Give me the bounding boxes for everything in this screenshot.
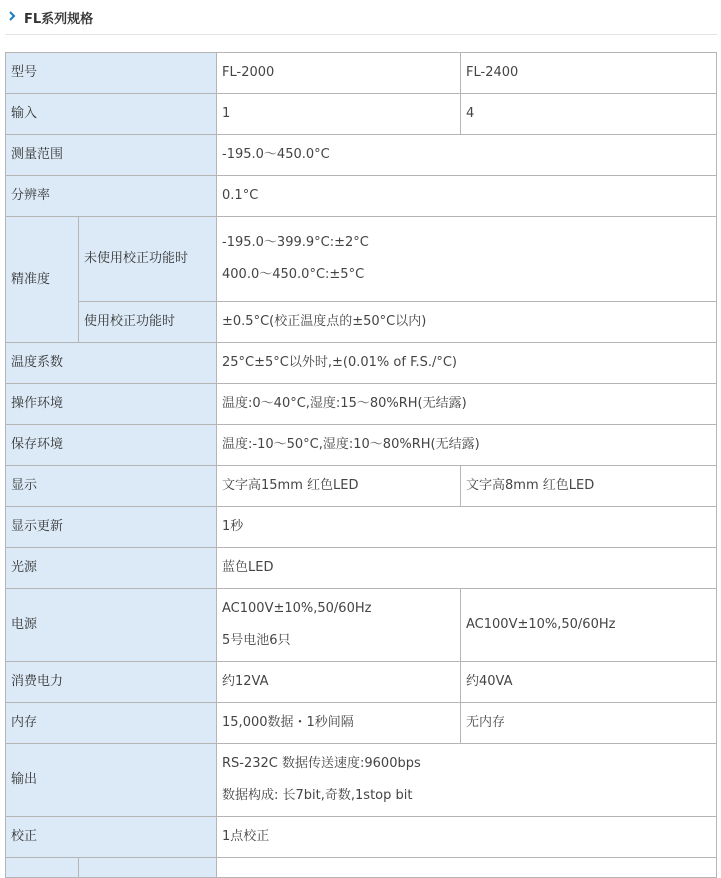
row-label-display: 显示 — [6, 466, 217, 507]
row-label-storage-env: 保存环境 — [6, 425, 217, 466]
refresh-value: 1秒 — [217, 507, 717, 548]
table-row-partial — [6, 858, 717, 878]
table-row — [6, 53, 717, 94]
display-fl2000: 文字高15mm 红色LED — [217, 466, 461, 507]
input-fl2400: 4 — [461, 94, 717, 135]
memory-fl2400: 无内存 — [461, 703, 717, 744]
row-label-range: 测量范围 — [6, 135, 217, 176]
table-row — [6, 135, 717, 176]
operating-env-value: 温度:0～40°C,湿度:15～80%RH(无结露) — [217, 384, 717, 425]
partial-sublabel-cell — [79, 858, 217, 878]
row-label-accuracy: 精准度 — [6, 217, 79, 343]
table-row — [6, 384, 717, 425]
table-row — [6, 703, 717, 744]
model-fl2400: FL-2400 — [461, 53, 717, 94]
table-row — [6, 662, 717, 703]
power-fl2000-line1: AC100V±10%,50/60Hz — [222, 601, 372, 616]
table-row — [6, 589, 717, 662]
partial-value-cell — [217, 858, 717, 878]
accuracy-uncal-line1: -195.0～399.9°C:±2°C — [222, 235, 369, 250]
power-fl2000 — [217, 589, 461, 662]
display-fl2400: 文字高8mm 红色LED — [461, 466, 717, 507]
table-row — [6, 817, 717, 858]
table-row — [6, 94, 717, 135]
row-label-output: 输出 — [6, 744, 217, 817]
memory-fl2000: 15,000数据・1秒间隔 — [217, 703, 461, 744]
table-row — [6, 302, 717, 343]
range-value: -195.0～450.0°C — [217, 135, 717, 176]
row-label-operating-env: 操作环境 — [6, 384, 217, 425]
section-header — [0, 0, 721, 34]
row-label-resolution: 分辨率 — [6, 176, 217, 217]
output-line1: RS-232C 数据传送速度:9600bps — [222, 756, 421, 771]
table-row — [6, 425, 717, 466]
spec-table — [5, 52, 717, 878]
chevron-right-icon — [7, 9, 17, 23]
output-line2: 数据构成: 长7bit,奇数,1stop bit — [222, 788, 413, 803]
row-label-refresh: 显示更新 — [6, 507, 217, 548]
table-row — [6, 466, 717, 507]
table-row — [6, 217, 717, 302]
row-label-consumption: 消费电力 — [6, 662, 217, 703]
table-row — [6, 744, 717, 817]
output-value — [217, 744, 717, 817]
power-fl2400: AC100V±10%,50/60Hz — [461, 589, 717, 662]
consumption-fl2000: 约12VA — [217, 662, 461, 703]
consumption-fl2400: 约40VA — [461, 662, 717, 703]
table-row — [6, 343, 717, 384]
input-fl2000: 1 — [217, 94, 461, 135]
row-label-calibration: 校正 — [6, 817, 217, 858]
model-fl2000: FL-2000 — [217, 53, 461, 94]
storage-env-value: 温度:-10～50°C,湿度:10～80%RH(无结露) — [217, 425, 717, 466]
resolution-value: 0.1°C — [217, 176, 717, 217]
row-label-model: 型号 — [6, 53, 217, 94]
row-label-temp-coeff: 温度系数 — [6, 343, 217, 384]
table-row — [6, 548, 717, 589]
row-label-memory: 内存 — [6, 703, 217, 744]
partial-label-cell — [6, 858, 79, 878]
calibration-value: 1点校正 — [217, 817, 717, 858]
temp-coeff-value: 25°C±5°C以外时,±(0.01% of F.S./°C) — [217, 343, 717, 384]
accuracy-uncal-value — [217, 217, 717, 302]
table-row — [6, 176, 717, 217]
table-row — [6, 507, 717, 548]
row-label-light-source: 光源 — [6, 548, 217, 589]
row-label-power: 电源 — [6, 589, 217, 662]
header-divider — [5, 34, 717, 35]
accuracy-uncal-line2: 400.0～450.0°C:±5°C — [222, 267, 365, 282]
accuracy-cal-label: 使用校正功能时 — [79, 302, 217, 343]
row-label-input: 输入 — [6, 94, 217, 135]
section-title: FL系列规格 — [24, 12, 94, 27]
accuracy-cal-value: ±0.5°C(校正温度点的±50°C以内) — [217, 302, 717, 343]
light-source-value: 蓝色LED — [217, 548, 717, 589]
accuracy-uncal-label: 未使用校正功能时 — [79, 217, 217, 302]
power-fl2000-line2: 5号电池6只 — [222, 633, 291, 648]
